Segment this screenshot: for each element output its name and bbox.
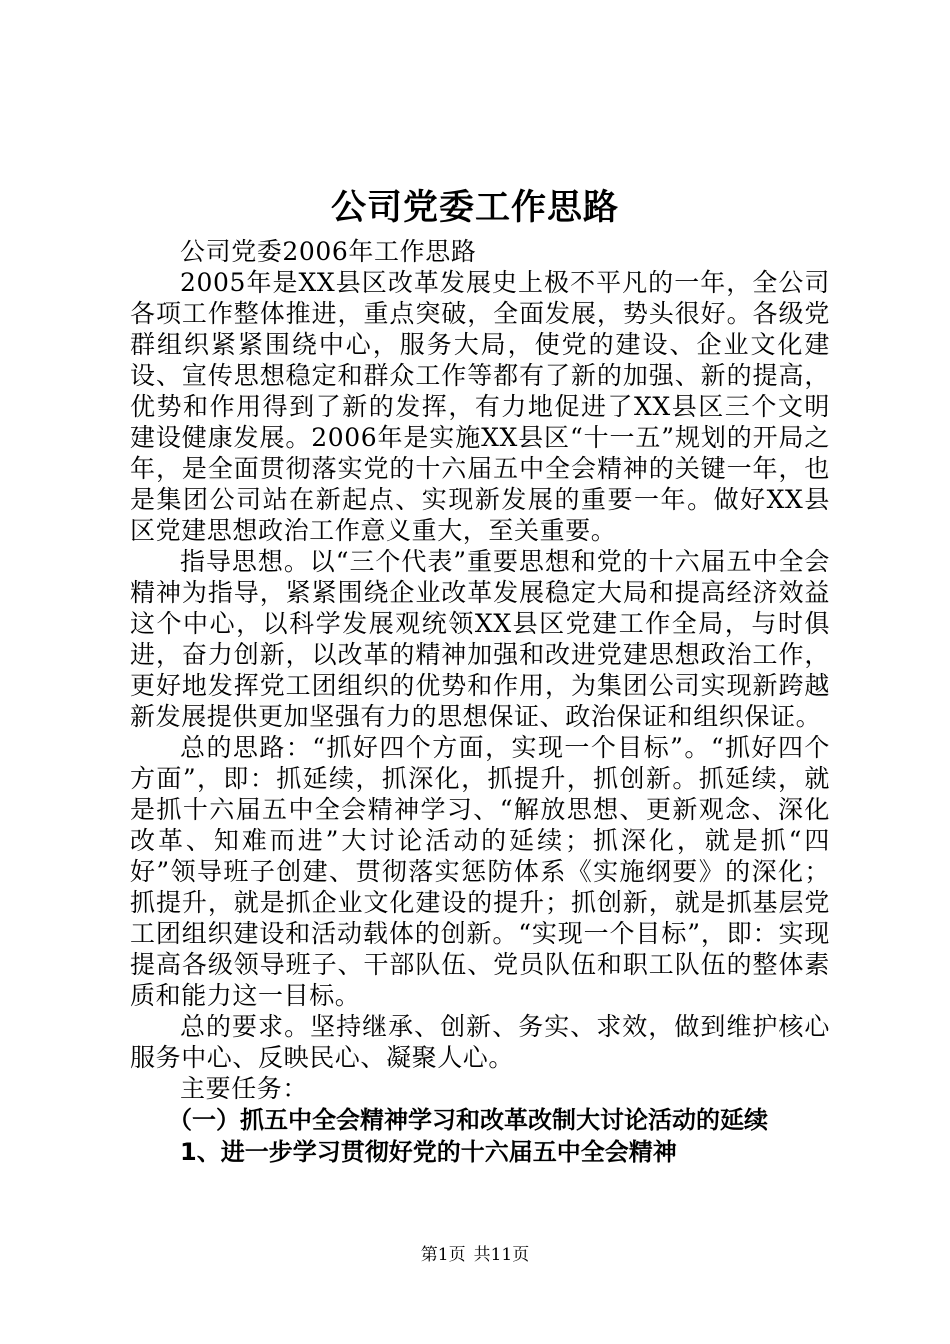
section-heading-1: （一）抓五中全会精神学习和改革改制大讨论活动的延续 <box>168 1106 768 1134</box>
document-body <box>130 236 830 1168</box>
page-total: 共11页 <box>473 1245 530 1265</box>
page-footer <box>0 1243 950 1267</box>
page-number: 第1页 <box>420 1245 466 1265</box>
paragraph-intro: 2005年是XX县区改革发展史上极不平凡的一年，全公司各项工作整体推进，重点突破，全面发展，势头很好。各级党群组织紧紧围绕中心，服务大局，使党的建设、企业文化建设、宣传思想稳定和群众工作等都有了新的加强、新的提高，优势和作用得到了新的发挥，有力地促进了XX县区三个文明建设健康发展。2006年是实施XX县区“十一五”规划的开局之年，是全面贯彻落实党的十六届五中全会精神的关键一年，也是集团公司站在新起点、实现新发展的重要一年。做好XX县区党建思想政治工作意义重大，至关重要。 <box>130 268 830 545</box>
subsection-heading-1: 1、进一步学习贯彻好党的十六届五中全会精神 <box>180 1138 677 1166</box>
paragraph-overall-requirements: 总的要求。坚持继承、创新、务实、求效，做到维护核心服务中心、反映民心、凝聚人心。 <box>130 1012 830 1072</box>
paragraph-overall-approach: 总的思路：“抓好四个方面，实现一个目标”。“抓好四个方面”，即：抓延续，抓深化，抓提升，抓创新。抓延续，就是抓十六届五中全会精神学习、“解放思想、更新观念、深化改革、知难而进”大讨论活动的延续；抓深化，就是抓“四好”领导班子创建、贯彻落实惩防体系《实施纲要》的深化；抓提升，就是抓企业文化建设的提升；抓创新，就是抓基层党工团组织建设和活动载体的创新。“实现一个目标”，即：实现提高各级领导班子、干部队伍、党员队伍和职工队伍的整体素质和能力这一目标。 <box>130 733 830 1010</box>
paragraph-subtitle: 公司党委2006年工作思路 <box>180 237 477 266</box>
document-title: 公司党委工作思路 <box>330 188 619 228</box>
paragraph-main-tasks: 主要任务： <box>180 1074 309 1103</box>
paragraph-guiding-ideology: 指导思想。以“三个代表”重要思想和党的十六届五中全会精神为指导，紧紧围绕企业改革发展稳定大局和提高经济效益这个中心，以科学发展观统领XX县区党建工作全局，与时俱进，奋力创新，以改革的精神加强和改进党建思想政治工作，更好地发挥党工团组织的优势和作用，为集团公司实现新跨越新发展提供更加坚强有力的思想保证、政治保证和组织保证。 <box>130 547 830 731</box>
